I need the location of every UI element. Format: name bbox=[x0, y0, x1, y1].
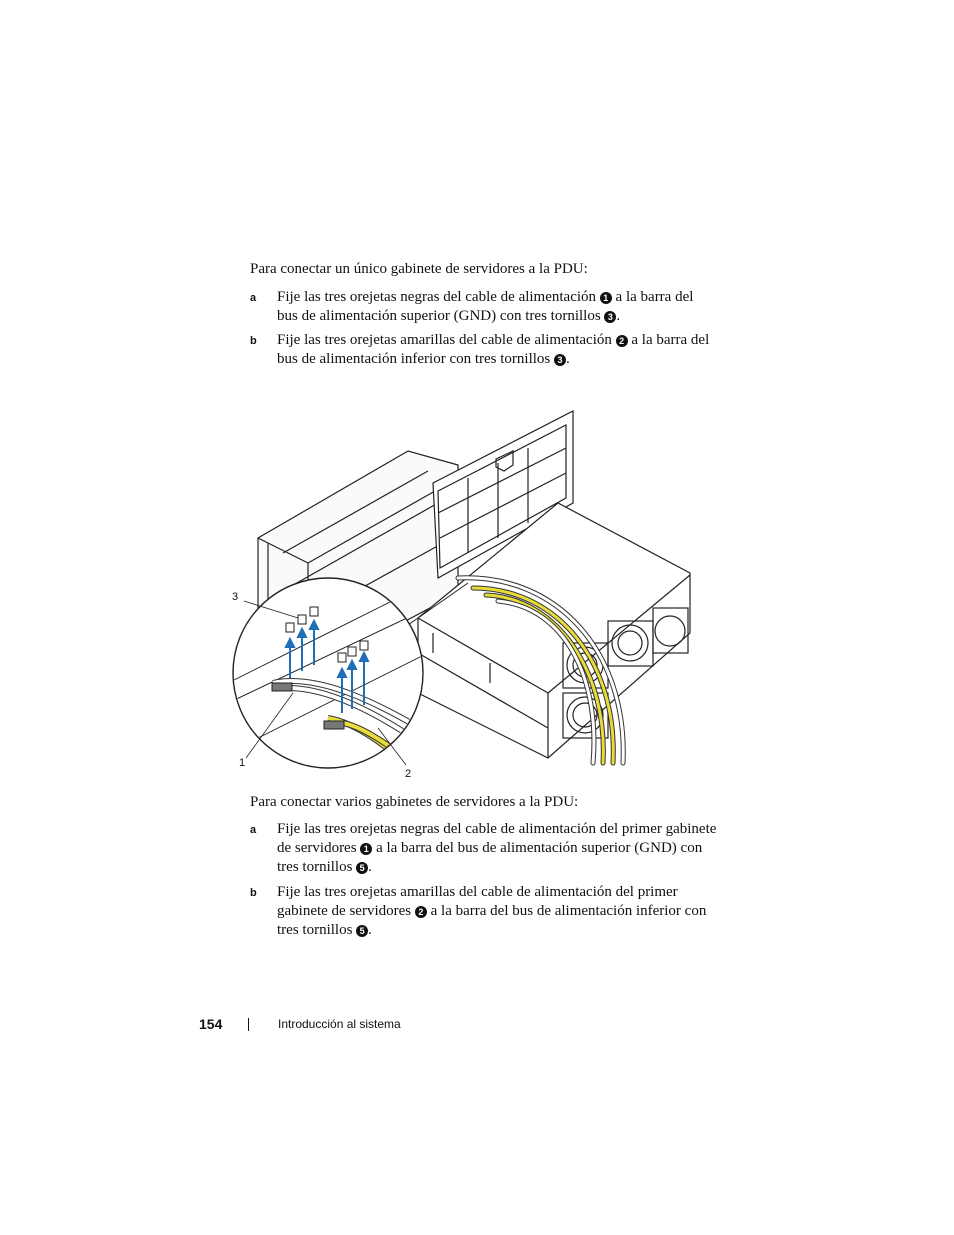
step-text: Fije las tres orejetas negras del cable de alimentación 1 a la barra del bus de alimentación superior (GND) con tres tornillos 3 . bbox=[277, 289, 694, 324]
callout-badge: 5 bbox=[356, 925, 368, 937]
callout-label-2: 2 bbox=[405, 768, 412, 780]
step-letter: a bbox=[250, 824, 257, 836]
step-text: Fije las tres orejetas amarillas del cable de alimentación del primer gabinete de servidores 2 a la barra del bus de alimentación inferior con tres tornillos 5 . bbox=[277, 884, 707, 938]
callout-badge: 2 bbox=[415, 906, 427, 918]
callout-label-1: 1 bbox=[239, 757, 246, 769]
intro-single-cabinet: Para conectar un único gabinete de servidores a la PDU: bbox=[250, 261, 588, 277]
callout-badge: 3 bbox=[554, 354, 566, 366]
step-text: Fije las tres orejetas negras del cable de alimentación del primer gabinete de servidores 1 a la barra del bus de alimentación superior (GND) con tres tornillos 5 . bbox=[277, 821, 717, 875]
callout-badge: 2 bbox=[616, 335, 628, 347]
illustration-svg bbox=[228, 403, 698, 783]
callout-badge: 1 bbox=[600, 292, 612, 304]
page-number: 154 bbox=[199, 1016, 223, 1032]
callout-badge: 1 bbox=[360, 843, 372, 855]
callout-label-3: 3 bbox=[232, 591, 239, 603]
intro-multiple-cabinets: Para conectar varios gabinetes de servidores a la PDU: bbox=[250, 794, 579, 810]
step-letter: b bbox=[250, 335, 257, 347]
step-text: Fije las tres orejetas amarillas del cable de alimentación 2 a la barra del bus de alimentación inferior con tres tornillos 3 . bbox=[277, 332, 710, 367]
footer-divider bbox=[248, 1018, 249, 1031]
callout-badge: 3 bbox=[604, 311, 616, 323]
callout-badge: 5 bbox=[356, 862, 368, 874]
step-letter: a bbox=[250, 292, 257, 304]
step-letter: b bbox=[250, 887, 257, 899]
pdu-connection-illustration bbox=[228, 403, 698, 783]
running-footer-title: Introducción al sistema bbox=[278, 1017, 401, 1031]
